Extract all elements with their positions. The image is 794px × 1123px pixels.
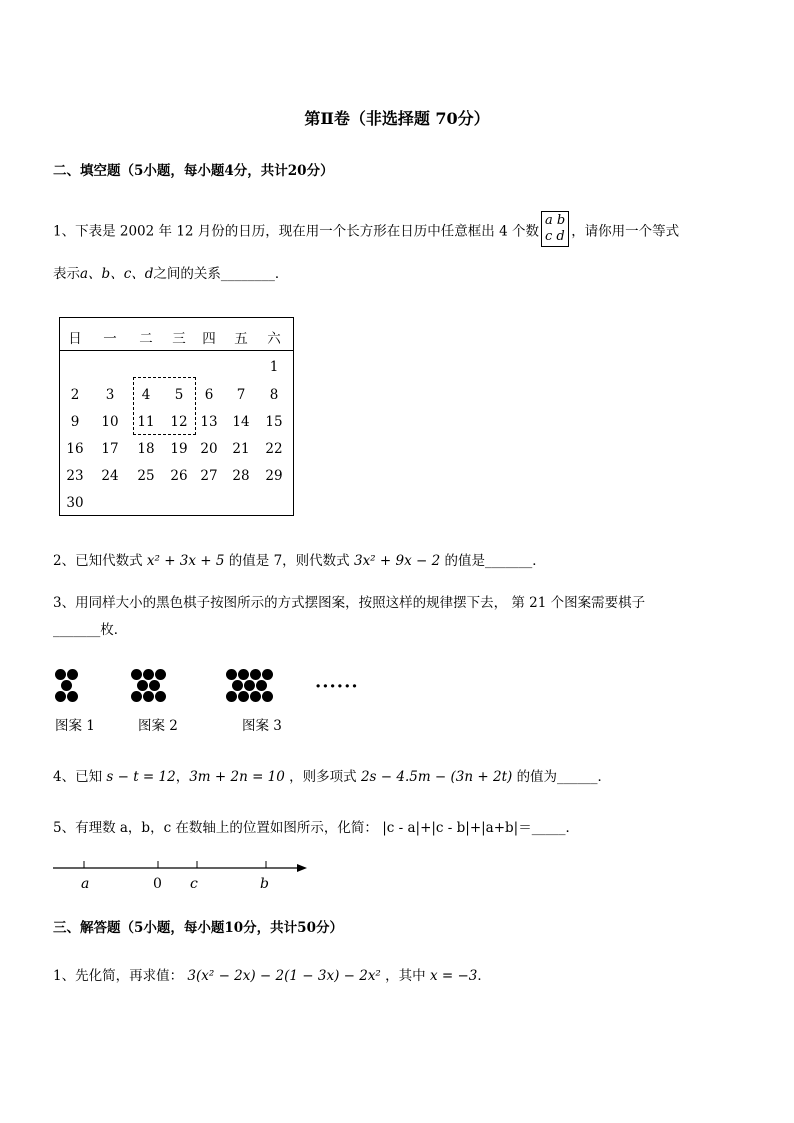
calendar-date-cell: 29 [265, 468, 283, 484]
calendar-date-cell: 27 [200, 468, 218, 484]
calendar-date-cell: 30 [66, 495, 84, 511]
question-1-text-d: 之间的关系________． [153, 266, 289, 282]
page-title: 第Ⅱ卷（非选择题 70分） [304, 109, 490, 128]
calendar-date-cell: 6 [204, 387, 214, 403]
problem-1-text-a: 1、先化简，再求值： [53, 968, 184, 984]
calendar-date-cell: 4 [141, 387, 151, 403]
question-2-text-a: 2、已知代数式 [53, 553, 143, 569]
question-4 [53, 765, 611, 785]
problem-1-expression: 3(x² − 2x) − 2(1 − 3x) − 2x² [187, 968, 381, 984]
pattern-2-stone [155, 691, 166, 702]
pattern-2-stone [155, 669, 166, 680]
pattern-2-caption: 图案 2 [138, 718, 178, 734]
number-line-arrow [297, 864, 307, 872]
calendar-date-cell: 23 [66, 468, 84, 484]
calendar-header-divider [60, 350, 293, 351]
question-2-text-b: 的值是 7，则代数式 [228, 553, 350, 569]
question-1-line-2 [53, 262, 288, 282]
calendar-table [59, 317, 294, 516]
calendar-date-cell: 18 [137, 441, 155, 457]
calendar-header-day: 日 [68, 331, 82, 347]
question-1-line-1 [53, 214, 679, 250]
calendar-date-cell: 20 [200, 441, 218, 457]
pattern-3-stone [250, 691, 261, 702]
problem-1 [53, 964, 491, 984]
question-1-text-b: ，请你用一个等式 [571, 223, 680, 240]
calendar-date-cell: 17 [101, 441, 119, 457]
pattern-2-stone [143, 691, 154, 702]
axis-label-a: a [81, 876, 90, 892]
calendar-header-day: 一 [103, 331, 117, 347]
pattern-1-stone [55, 691, 66, 702]
calendar-date-cell: 15 [265, 414, 283, 430]
calendar-header-day: 六 [267, 331, 281, 347]
pattern-3-stone [256, 680, 267, 691]
calendar-date-cell: 9 [70, 414, 80, 430]
calendar-date-cell: 24 [101, 468, 119, 484]
matrix-top-row: a b [544, 213, 566, 228]
section-fill-in-heading: 二、填空题（5小题，每小题4分，共计20分） [53, 163, 334, 179]
calendar-date-cell: 13 [200, 414, 218, 430]
axis-label-0: 0 [153, 876, 162, 892]
question-2-expression-2: 3x² + 9x − 2 [353, 553, 441, 569]
axis-label-c: c [190, 876, 198, 892]
pattern-2-stone [149, 680, 160, 691]
calendar-date-cell: 8 [269, 387, 279, 403]
question-5: 5、有理数 a，b，c 在数轴上的位置如图所示，化简： |c - a|+|c - b|+|a+b|＝_____． [53, 820, 579, 836]
question-2-expression-1: x² + 3x + 5 [146, 553, 225, 569]
calendar-header-day: 四 [202, 331, 216, 347]
pattern-2-stone [137, 680, 148, 691]
question-4-text-a: 4、已知 [53, 769, 103, 785]
question-4-expression: 2s − 4.5m − (3n + 2t) [360, 769, 513, 785]
question-2 [53, 549, 546, 569]
calendar-header-day: 三 [172, 331, 186, 347]
pattern-2-stone [143, 669, 154, 680]
pattern-3-caption: 图案 3 [242, 718, 282, 734]
calendar-date-cell: 16 [66, 441, 84, 457]
number-line [50, 858, 315, 894]
question-3-line-1: 3、用同样大小的黑色棋子按图所示的方式摆图案，按照这样的规律摆下去， 第 21 个图案需要棋子 [53, 595, 646, 611]
question-1-variables: a、b、c、d [80, 266, 154, 282]
pattern-3-stone [232, 680, 243, 691]
pattern-1-caption: 图案 1 [55, 718, 95, 734]
axis-label-b: b [260, 876, 269, 892]
problem-1-text-b: ，其中 [385, 968, 426, 984]
pattern-3-stone [226, 669, 237, 680]
calendar-header-day: 五 [234, 331, 248, 347]
question-2-text-c: 的值是_______． [444, 553, 546, 569]
calendar-header-day: 二 [139, 331, 153, 347]
calendar-date-cell: 7 [236, 387, 246, 403]
question-4-text-b: ，则多项式 [289, 769, 357, 785]
pattern-3-stone [226, 691, 237, 702]
question-4-separator: ， [175, 769, 190, 785]
question-1-text-a: 1、下表是 2002 年 12 月份的日历，现在用一个长方形在日历中任意框出 4 个数 [53, 223, 539, 240]
calendar-date-cell: 5 [174, 387, 184, 403]
section-solution-heading: 三、解答题（5小题，每小题10分，共计50分） [53, 920, 343, 936]
calendar-date-cell: 21 [232, 441, 250, 457]
question-4-equation-2: 3m + 2n = 10 [189, 769, 285, 785]
pattern-3-stone [244, 680, 255, 691]
calendar-date-cell: 10 [101, 414, 119, 430]
pattern-3-stone [238, 691, 249, 702]
calendar-date-cell: 12 [170, 414, 188, 430]
calendar-date-cell: 19 [170, 441, 188, 457]
question-3-line-2: _______枚． [53, 622, 128, 638]
question-4-equation-1: s − t = 12 [106, 769, 176, 785]
question-1-text-c: 表示 [53, 266, 80, 282]
calendar-date-cell: 26 [170, 468, 188, 484]
problem-1-text-c: ． [477, 968, 491, 984]
pattern-2-stone [131, 691, 142, 702]
problem-1-condition: x = −3 [429, 968, 478, 984]
calendar-date-cell: 28 [232, 468, 250, 484]
calendar-date-cell: 11 [137, 414, 155, 430]
calendar-date-cell: 3 [105, 387, 115, 403]
question-1-matrix [541, 211, 569, 247]
calendar-date-cell: 22 [265, 441, 283, 457]
pattern-3-stone [250, 669, 261, 680]
pattern-3-stone [238, 669, 249, 680]
question-4-text-c: 的值为______． [516, 769, 612, 785]
calendar-date-cell: 25 [137, 468, 155, 484]
calendar-date-cell: 2 [70, 387, 80, 403]
matrix-bottom-row: c d [544, 229, 565, 244]
pattern-1-stone [67, 691, 78, 702]
pattern-3-stone [262, 691, 273, 702]
pattern-ellipsis: ······ [315, 676, 359, 697]
pattern-1-stone [61, 680, 72, 691]
pattern-2-stone [131, 669, 142, 680]
pattern-3-stone [262, 669, 273, 680]
calendar-date-cell: 14 [232, 414, 250, 430]
calendar-date-cell: 1 [269, 359, 279, 375]
pattern-1-stone [55, 669, 66, 680]
pattern-1-stone [67, 669, 78, 680]
